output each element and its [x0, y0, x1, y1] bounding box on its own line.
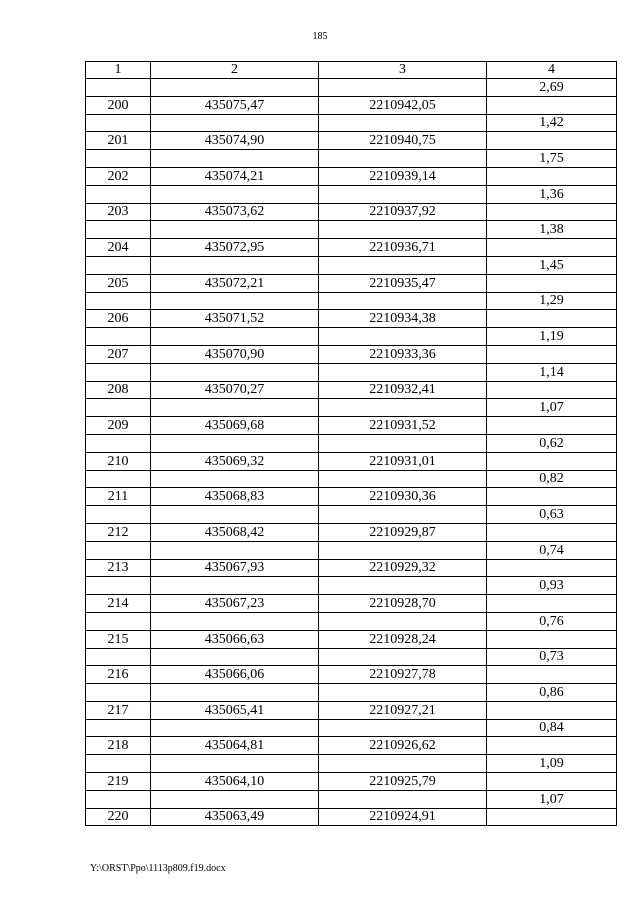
table-cell: 219: [86, 773, 151, 791]
table-cell: 2210929,87: [319, 523, 487, 541]
table-cell: 435067,23: [151, 595, 319, 613]
table-cell: 216: [86, 666, 151, 684]
table-cell: 206: [86, 310, 151, 328]
table-cell: 209: [86, 417, 151, 435]
table-cell: [151, 790, 319, 808]
table-cell: 435068,42: [151, 523, 319, 541]
table-row: [86, 559, 617, 577]
table-cell: [319, 79, 487, 97]
table-cell: [487, 666, 617, 684]
table-cell: [319, 755, 487, 773]
table-cell: [86, 612, 151, 630]
table-cell: [487, 737, 617, 755]
table-row: [86, 506, 617, 524]
table-cell: 2210931,52: [319, 417, 487, 435]
table-cell: 217: [86, 701, 151, 719]
table-cell: [151, 292, 319, 310]
table-cell: 208: [86, 381, 151, 399]
table-cell: [319, 150, 487, 168]
table-cell: 2210942,05: [319, 96, 487, 114]
table-cell: 200: [86, 96, 151, 114]
table-row: [86, 256, 617, 274]
table-cell: [319, 648, 487, 666]
table-cell: 435073,62: [151, 203, 319, 221]
table-header-row: [86, 62, 617, 79]
table-cell: [319, 221, 487, 239]
table-row: [86, 684, 617, 702]
table-cell: 2210929,32: [319, 559, 487, 577]
table-cell: [487, 132, 617, 150]
table-row: [86, 239, 617, 257]
table-row: [86, 612, 617, 630]
table-cell: [319, 470, 487, 488]
table-cell: [487, 417, 617, 435]
table-cell: [487, 203, 617, 221]
table-cell: 435067,93: [151, 559, 319, 577]
table-cell: [151, 185, 319, 203]
table-row: [86, 381, 617, 399]
table-cell: 435066,63: [151, 630, 319, 648]
table-cell: 435071,52: [151, 310, 319, 328]
table-cell: [487, 96, 617, 114]
page-number: 185: [312, 31, 328, 42]
table-row: [86, 541, 617, 559]
table-cell: [151, 506, 319, 524]
table-cell: 435074,21: [151, 167, 319, 185]
table-cell: 435064,81: [151, 737, 319, 755]
table-cell: 2210940,75: [319, 132, 487, 150]
table-cell: [487, 239, 617, 257]
table-cell: [487, 808, 617, 826]
table-cell: 435068,83: [151, 488, 319, 506]
table-cell: 1,75: [487, 150, 617, 168]
table-cell: [319, 292, 487, 310]
table-cell: 202: [86, 167, 151, 185]
table-cell: 2210927,78: [319, 666, 487, 684]
table-cell: [319, 577, 487, 595]
table-cell: 435074,90: [151, 132, 319, 150]
table-cell: [319, 114, 487, 132]
table-cell: 435063,49: [151, 808, 319, 826]
table-cell: 1,45: [487, 256, 617, 274]
table-cell: 1,38: [487, 221, 617, 239]
table-cell: [487, 630, 617, 648]
table-cell: [151, 221, 319, 239]
table-cell: [319, 612, 487, 630]
header-cell: 1: [86, 62, 151, 79]
table-cell: 435072,95: [151, 239, 319, 257]
table-cell: 0,86: [487, 684, 617, 702]
table-cell: 435069,32: [151, 452, 319, 470]
table-cell: 2210939,14: [319, 167, 487, 185]
table-row: [86, 363, 617, 381]
table-cell: [86, 399, 151, 417]
table-cell: 2210936,71: [319, 239, 487, 257]
table-cell: 207: [86, 345, 151, 363]
table-row: [86, 96, 617, 114]
table-cell: 435070,90: [151, 345, 319, 363]
table-cell: 1,07: [487, 399, 617, 417]
table-cell: 1,14: [487, 363, 617, 381]
table-row: [86, 737, 617, 755]
table-cell: [86, 292, 151, 310]
table-cell: 0,82: [487, 470, 617, 488]
table-body: [86, 62, 617, 826]
table-cell: 2210926,62: [319, 737, 487, 755]
table-row: [86, 274, 617, 292]
table-row: [86, 773, 617, 791]
table-cell: 1,42: [487, 114, 617, 132]
table-row: [86, 595, 617, 613]
table-row: [86, 666, 617, 684]
table-cell: 2210931,01: [319, 452, 487, 470]
table-cell: [86, 363, 151, 381]
table-row: [86, 79, 617, 97]
table-cell: [319, 399, 487, 417]
table-cell: [151, 612, 319, 630]
table-row: [86, 399, 617, 417]
table-cell: 435072,21: [151, 274, 319, 292]
table-cell: [151, 114, 319, 132]
table-cell: [487, 310, 617, 328]
table-cell: 0,63: [487, 506, 617, 524]
table-cell: [319, 541, 487, 559]
table-cell: [86, 506, 151, 524]
table-cell: [487, 345, 617, 363]
table-cell: 205: [86, 274, 151, 292]
table-row: [86, 701, 617, 719]
table-cell: 435070,27: [151, 381, 319, 399]
table-cell: 218: [86, 737, 151, 755]
table-row: [86, 719, 617, 737]
table-cell: 2210935,47: [319, 274, 487, 292]
table-cell: [86, 470, 151, 488]
table-cell: 215: [86, 630, 151, 648]
table-cell: 1,09: [487, 755, 617, 773]
table-cell: [86, 150, 151, 168]
table-cell: 435066,06: [151, 666, 319, 684]
table-row: [86, 755, 617, 773]
header-cell: 2: [151, 62, 319, 79]
table-row: [86, 167, 617, 185]
table-cell: 213: [86, 559, 151, 577]
table-cell: 214: [86, 595, 151, 613]
table-cell: [86, 328, 151, 346]
table-cell: [487, 595, 617, 613]
table-cell: 1,07: [487, 790, 617, 808]
table-row: [86, 328, 617, 346]
table-row: [86, 185, 617, 203]
table-cell: [86, 185, 151, 203]
table-cell: 1,19: [487, 328, 617, 346]
table-cell: [151, 755, 319, 773]
table-cell: [151, 719, 319, 737]
table-cell: [151, 541, 319, 559]
table-cell: 210: [86, 452, 151, 470]
table-row: [86, 577, 617, 595]
table-cell: 204: [86, 239, 151, 257]
table-row: [86, 648, 617, 666]
table-row: [86, 790, 617, 808]
table-cell: [319, 185, 487, 203]
table-cell: [487, 381, 617, 399]
table-cell: 2210930,36: [319, 488, 487, 506]
table-row: [86, 488, 617, 506]
table-cell: [319, 719, 487, 737]
table-cell: [319, 506, 487, 524]
table-cell: 2210924,91: [319, 808, 487, 826]
table-cell: [319, 790, 487, 808]
table-row: [86, 470, 617, 488]
table-row: [86, 150, 617, 168]
table-cell: [151, 399, 319, 417]
table-cell: [86, 755, 151, 773]
table-cell: [151, 363, 319, 381]
table-cell: 212: [86, 523, 151, 541]
table-cell: 2210934,38: [319, 310, 487, 328]
table-cell: 435065,41: [151, 701, 319, 719]
table-cell: 1,36: [487, 185, 617, 203]
table-cell: [151, 150, 319, 168]
table-cell: [86, 790, 151, 808]
table-cell: [151, 470, 319, 488]
table-cell: 435069,68: [151, 417, 319, 435]
header-cell: 4: [487, 62, 617, 79]
table-cell: 2210925,79: [319, 773, 487, 791]
table-cell: [487, 773, 617, 791]
table-cell: [319, 434, 487, 452]
table-cell: [319, 328, 487, 346]
table-cell: [151, 434, 319, 452]
table-cell: [86, 577, 151, 595]
table-cell: [151, 79, 319, 97]
table-row: [86, 417, 617, 435]
table-cell: [319, 256, 487, 274]
table-cell: [86, 648, 151, 666]
table-cell: [86, 684, 151, 702]
file-path-footer: Y:\ORST\Ppo\1113p809.f19.docx: [90, 863, 226, 874]
table-row: [86, 452, 617, 470]
table-cell: [487, 523, 617, 541]
table-cell: 2210927,21: [319, 701, 487, 719]
table-cell: [86, 434, 151, 452]
header-cell: 3: [319, 62, 487, 79]
table-cell: 0,74: [487, 541, 617, 559]
table-cell: 2210928,70: [319, 595, 487, 613]
table-cell: [151, 684, 319, 702]
table-cell: [487, 274, 617, 292]
table-cell: [151, 328, 319, 346]
table-row: [86, 310, 617, 328]
table-cell: [319, 684, 487, 702]
table-cell: 435075,47: [151, 96, 319, 114]
table-cell: 2,69: [487, 79, 617, 97]
table-cell: 0,73: [487, 648, 617, 666]
table-cell: 0,76: [487, 612, 617, 630]
table-row: [86, 630, 617, 648]
coordinates-table: [85, 61, 617, 826]
table-cell: 0,62: [487, 434, 617, 452]
table-cell: 0,84: [487, 719, 617, 737]
table-cell: [151, 648, 319, 666]
table-row: [86, 292, 617, 310]
table-cell: [151, 577, 319, 595]
table-cell: [86, 79, 151, 97]
table-cell: 1,29: [487, 292, 617, 310]
table-cell: [151, 256, 319, 274]
table-cell: [487, 452, 617, 470]
table-cell: 2210933,36: [319, 345, 487, 363]
table-cell: [86, 541, 151, 559]
table-cell: 2210932,41: [319, 381, 487, 399]
table-row: [86, 203, 617, 221]
table-cell: [487, 701, 617, 719]
table-row: [86, 345, 617, 363]
table-cell: 2210937,92: [319, 203, 487, 221]
table-cell: [487, 559, 617, 577]
table-cell: [487, 488, 617, 506]
table-cell: [86, 256, 151, 274]
table-cell: 211: [86, 488, 151, 506]
table-cell: 201: [86, 132, 151, 150]
table-row: [86, 523, 617, 541]
table-cell: [86, 221, 151, 239]
table-cell: [86, 114, 151, 132]
table-row: [86, 132, 617, 150]
table-cell: [487, 167, 617, 185]
table-cell: 435064,10: [151, 773, 319, 791]
table-cell: 203: [86, 203, 151, 221]
table-cell: 220: [86, 808, 151, 826]
table-row: [86, 434, 617, 452]
table-row: [86, 114, 617, 132]
table-cell: 0,93: [487, 577, 617, 595]
table-row: [86, 221, 617, 239]
table-cell: 2210928,24: [319, 630, 487, 648]
table-cell: [319, 363, 487, 381]
table-row: [86, 808, 617, 826]
table-cell: [86, 719, 151, 737]
